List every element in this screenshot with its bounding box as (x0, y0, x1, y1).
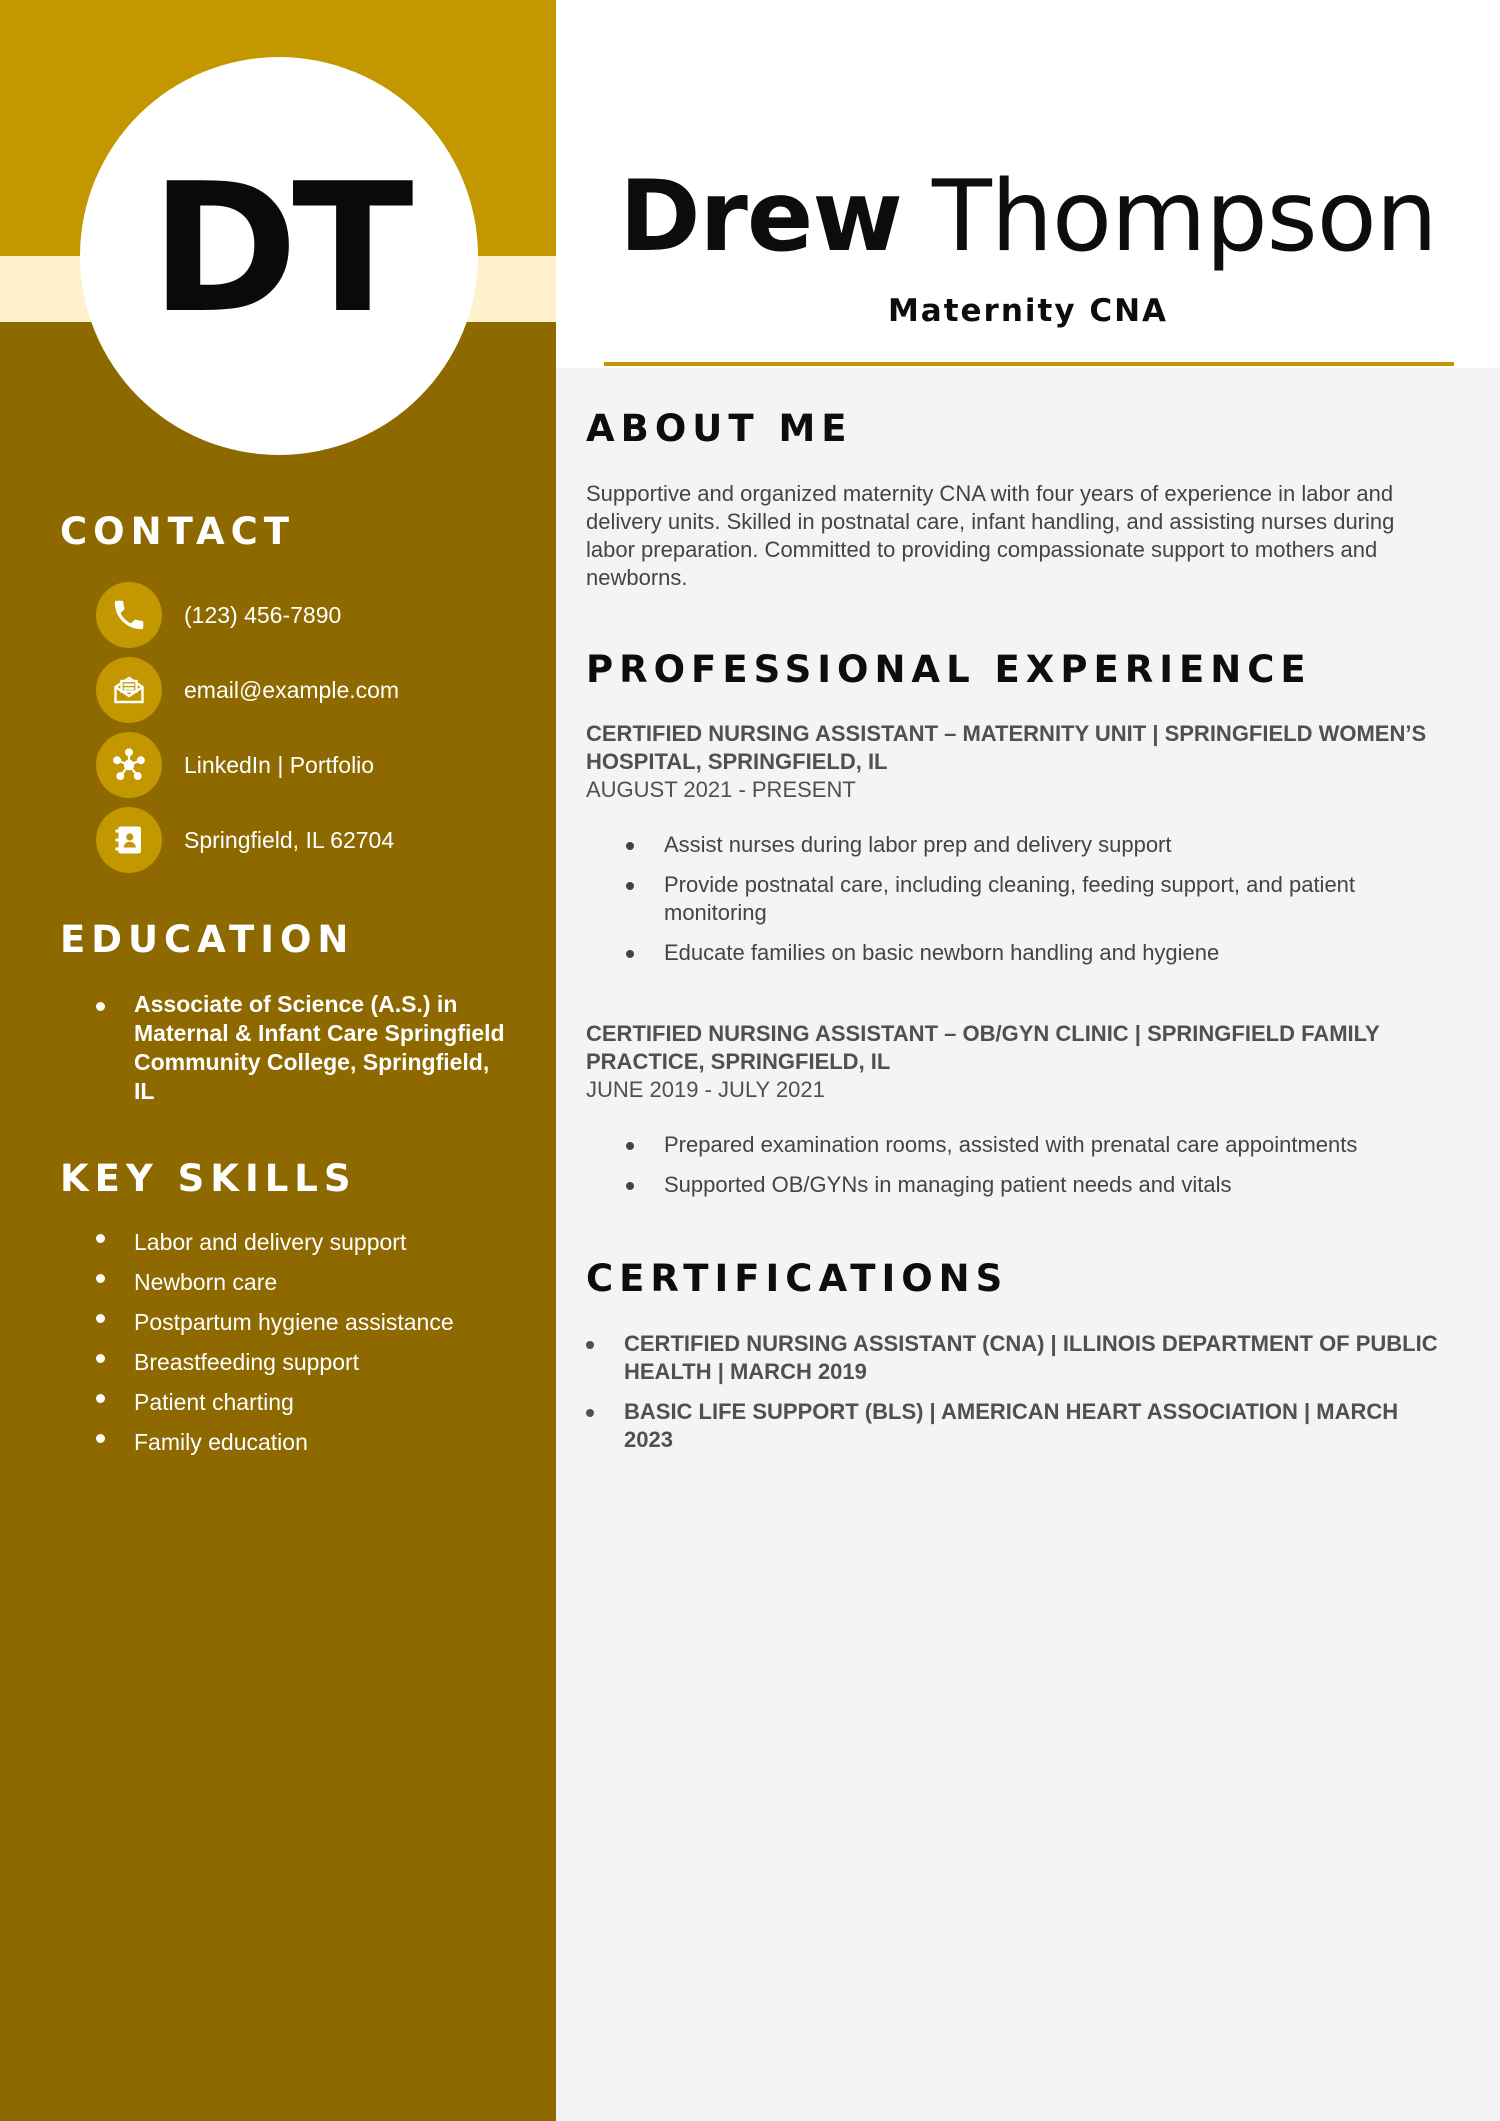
job-entry (586, 1020, 1446, 1211)
skills-heading: KEY SKILLS (60, 1157, 357, 1200)
contact-heading: CONTACT (60, 510, 295, 553)
main-content (556, 368, 1500, 2121)
first-name: Drew (619, 160, 902, 274)
sidebar (0, 0, 556, 2121)
contact-links-text: LinkedIn | Portfolio (184, 751, 375, 778)
contact-address[interactable] (96, 807, 394, 873)
certifications-list (586, 1330, 1446, 1466)
header-divider (604, 362, 1454, 366)
contact-address-text: Springfield, IL 62704 (184, 826, 395, 853)
certification-item: BASIC LIFE SUPPORT (BLS) | AMERICAN HEART ASSOCIATION | MARCH 2023 (586, 1398, 1446, 1454)
monogram-circle (80, 57, 478, 455)
job-entry-bullets (626, 1131, 1446, 1199)
skill-item: Labor and delivery support (96, 1222, 516, 1262)
last-name: Thompson (932, 160, 1437, 274)
contact-phone[interactable] (96, 582, 341, 648)
job-title: Maternity CNA (887, 293, 1169, 329)
contact-email[interactable] (96, 657, 399, 723)
education-list (96, 990, 516, 1106)
address-book-icon (96, 807, 162, 873)
full-name (556, 160, 1500, 274)
job-bullet: Prepared examination rooms, assisted with prenatal care appointments (626, 1131, 1446, 1159)
skill-item: Postpartum hygiene assistance (96, 1302, 516, 1342)
about-heading: ABOUT ME (586, 407, 853, 450)
job-entry (586, 720, 1446, 979)
job-entry-title: CERTIFIED NURSING ASSISTANT – OB/GYN CLINIC | SPRINGFIELD FAMILY PRACTICE, SPRINGFIELD, IL (586, 1021, 1380, 1074)
job-entry-dates: AUGUST 2021 - PRESENT (586, 777, 856, 802)
certifications-heading: CERTIFICATIONS (586, 1257, 1009, 1300)
contact-email-text: email@example.com (184, 676, 400, 703)
job-bullet: Provide postnatal care, including cleaning, feeding support, and patient monitoring (626, 871, 1446, 927)
contact-links[interactable] (96, 732, 374, 798)
skill-item: Patient charting (96, 1382, 516, 1422)
job-entry-dates: JUNE 2019 - JULY 2021 (586, 1077, 825, 1102)
education-heading: EDUCATION (60, 918, 355, 961)
skill-item: Newborn care (96, 1262, 516, 1302)
header (556, 0, 1500, 368)
skills-list (96, 1222, 516, 1462)
experience-heading: PROFESSIONAL EXPERIENCE (586, 648, 1312, 691)
contact-phone-text: (123) 456-7890 (184, 601, 342, 628)
phone-icon (96, 582, 162, 648)
job-entry-title: CERTIFIED NURSING ASSISTANT – MATERNITY UNIT | SPRINGFIELD WOMEN’S HOSPITAL, SPRINGFIELD, IL (586, 721, 1427, 774)
certification-item: CERTIFIED NURSING ASSISTANT (CNA) | ILLINOIS DEPARTMENT OF PUBLIC HEALTH | MARCH 2019 (586, 1330, 1446, 1386)
email-icon (96, 657, 162, 723)
network-icon (96, 732, 162, 798)
job-bullet: Assist nurses during labor prep and delivery support (626, 831, 1446, 859)
skill-item: Breastfeeding support (96, 1342, 516, 1382)
job-entry-bullets (626, 831, 1446, 967)
education-item: Associate of Science (A.S.) in Maternal & Infant Care Springfield Community College, Springfield, IL (96, 990, 516, 1106)
monogram: DT (150, 145, 408, 352)
about-text: Supportive and organized maternity CNA with four years of experience in labor and delivery units. Skilled in postnatal care, infant handling, and assisting nurses during labor preparation. Committed to providing compassionate support to mothers and newborns. (586, 481, 1395, 590)
job-bullet: Supported OB/GYNs in managing patient needs and vitals (626, 1171, 1446, 1199)
skill-item: Family education (96, 1422, 516, 1462)
job-bullet: Educate families on basic newborn handling and hygiene (626, 939, 1446, 967)
